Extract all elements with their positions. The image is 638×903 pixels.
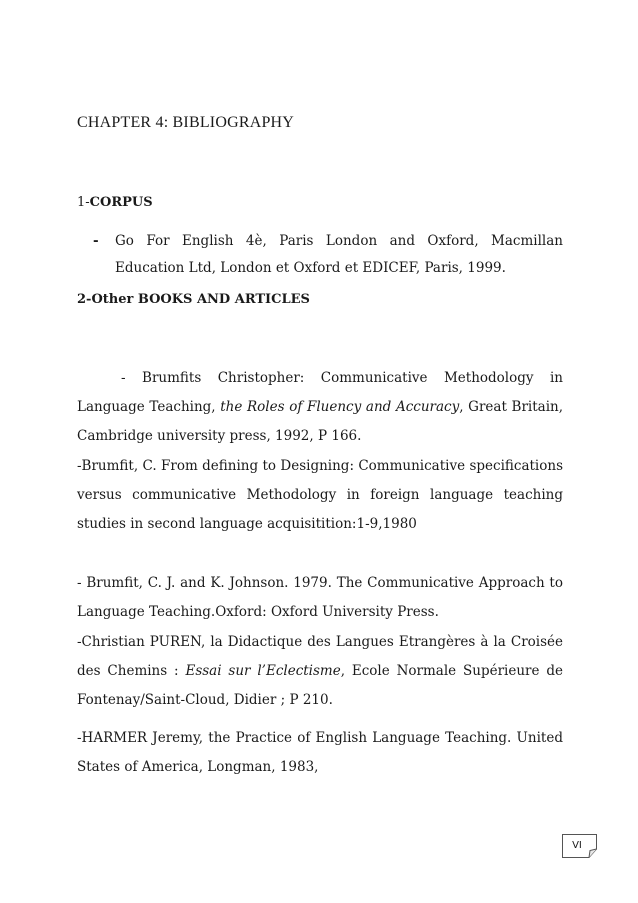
chapter-title: CHAPTER 4: BIBLIOGRAPHY (77, 114, 295, 131)
reference-entry: - Brumfit, C. J. and K. Johnson. 1979. The Communicative Approach to Language Teaching.Oxford: Oxford University Press. (77, 575, 563, 620)
section-number: 1- (77, 195, 90, 210)
page-number-badge (562, 834, 598, 858)
corpus-reference: Go For English 4è, Paris London and Oxford, Macmillan Education Ltd, London et Oxford et EDICEF, Paris, 1999. (115, 233, 563, 276)
reference-entry: -HARMER Jeremy, the Practice of English Language Teaching. United States of America, Longman, 1983, (77, 730, 563, 775)
reference-entry: -Brumfit, C. From defining to Designing: Communicative specifications versus communicative Methodology in foreign language teaching studies in second language acquisitition:1-9,1980 (77, 458, 563, 532)
page-number: VI (572, 840, 582, 851)
reference-italic-title: Essai sur l’Eclectisme (185, 663, 341, 679)
section-heading-other (77, 292, 310, 307)
corpus-list-item (93, 228, 563, 282)
reference-entry: - Brumfits Christopher: Communicative Methodology in Language Teaching, the Roles of Fluency and Accuracy, Great Britain, Cambridge university press, 1992, P 166. (77, 370, 564, 444)
section-title: CORPUS (89, 195, 153, 210)
list-bullet: - (93, 233, 99, 249)
reference-italic-title: the Roles of Fluency and Accuracy (220, 399, 460, 415)
section-title: 2-Other BOOKS AND ARTICLES (77, 292, 310, 307)
section-heading-corpus (77, 195, 153, 210)
reference-entry: -Christian PUREN, la Didactique des Langues Etrangères à la Croisée des Chemins : Essai sur l’Eclectisme, Ecole Normale Supérieure de Fontenay/Saint-Cloud, Didier ; P 210. (77, 634, 563, 708)
